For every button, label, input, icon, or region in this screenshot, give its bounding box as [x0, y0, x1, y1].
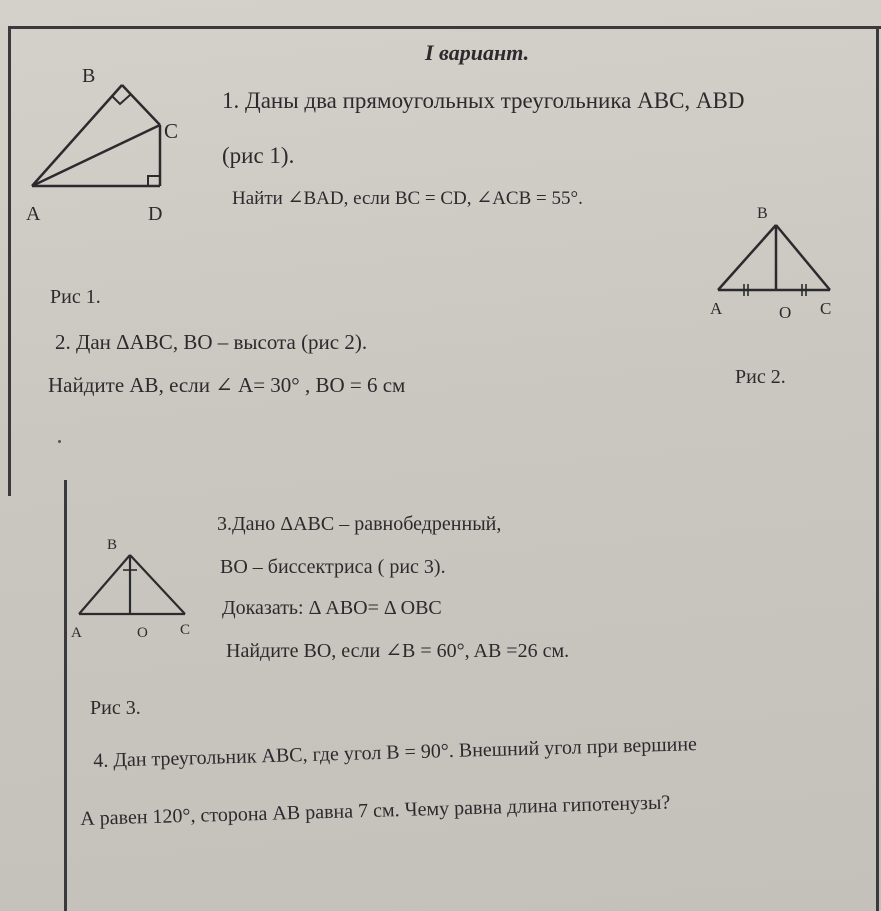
problem-4-line-1: 4. Дан треугольник АВС, где угол В = 90°. Внешний угол при вершине [93, 733, 698, 772]
fig2-label-c: C [820, 299, 832, 318]
problem-2-line-1: 2. Дан ΔАВС, ВО – высота (рис 2). [55, 330, 368, 354]
problem-3-line-1: 3.Дано ΔАВС – равнобедренный, [217, 513, 502, 535]
variant-title: I вариант. [425, 40, 530, 65]
problem-1-line-1: 1. Даны два прямоугольных треугольника АВС, ABD [222, 88, 745, 113]
fig1-label-b: B [82, 65, 96, 87]
figure-3-diagram [65, 530, 215, 645]
frame-border-top [8, 26, 881, 29]
stray-mark [58, 440, 61, 443]
frame-border-right [876, 26, 879, 911]
fig3-label-c: C [180, 622, 191, 638]
fig2-label-a: A [710, 299, 723, 318]
problem-1-line-3: Найти ∠BAD, если BC = CD, ∠ACB = 55°. [232, 188, 583, 209]
figure-3-caption: Рис 3. [90, 697, 141, 719]
figure-1-caption: Рис 1. [50, 286, 101, 308]
problem-3-line-4: Найдите ВО, если ∠B = 60°, AB =26 см. [226, 640, 570, 662]
frame-border-left [8, 26, 11, 496]
fig1-label-a: A [26, 203, 41, 225]
fig3-label-o: O [137, 625, 148, 641]
figure-2-caption: Рис 2. [735, 366, 786, 388]
problem-4-line-2: А равен 120°, сторона АВ равна 7 см. Чему равна длина гипотенузы? [80, 791, 671, 830]
fig1-label-d: D [148, 203, 163, 225]
problem-2-line-2: Найдите АВ, если ∠ A= 30° , ВО = 6 см [48, 373, 406, 397]
problem-1-line-2: (рис 1). [222, 143, 295, 168]
fig3-label-a: A [71, 625, 82, 641]
fig2-label-b: B [757, 205, 768, 222]
problem-3-line-3: Доказать: Δ АВО= Δ ОВС [222, 597, 442, 619]
fig3-label-b: B [107, 537, 118, 553]
fig1-label-c: C [164, 119, 179, 143]
figure-1-diagram [20, 60, 190, 230]
figure-2-diagram [700, 200, 850, 330]
problem-3-line-2: ВО – биссектриса ( рис 3). [220, 556, 446, 578]
fig2-label-o: O [779, 303, 792, 322]
